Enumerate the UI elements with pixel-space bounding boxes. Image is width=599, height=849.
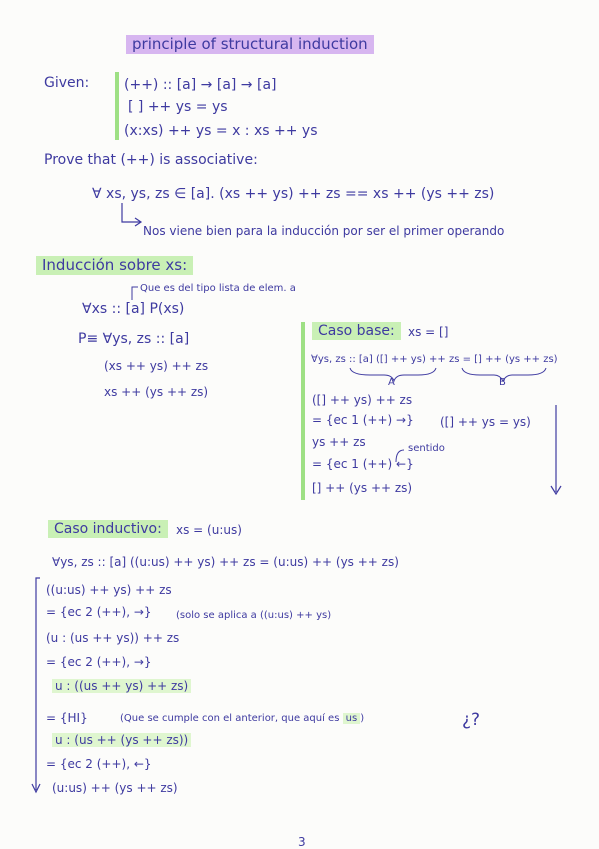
base-heading: Caso base: bbox=[312, 322, 401, 340]
prove-statement: ∀ xs, ys, zs ∈ [a]. (xs ++ ys) ++ zs == xs ++ (ys ++ zs) bbox=[92, 186, 495, 202]
inductive-note-hi-var: us bbox=[343, 713, 361, 724]
prove-text: Prove that (++) is associative: bbox=[44, 152, 258, 168]
inductive-claim: ∀ys, zs :: [a] ((u:us) ++ ys) ++ zs = (u:us) ++ (ys ++ zs) bbox=[52, 555, 399, 569]
inductive-left-bracket bbox=[36, 578, 40, 790]
inductive-note-hi-prefix: (Que se cumple con el anterior, que aquí es bbox=[120, 713, 340, 724]
inductive-step-9: (u:us) ++ (ys ++ zs) bbox=[52, 781, 178, 795]
prove-note: Nos viene bien para la inducción por ser el primer operando bbox=[143, 224, 505, 238]
base-assume: xs = [] bbox=[408, 325, 449, 339]
base-label-b: B bbox=[499, 377, 506, 388]
base-side-note: ([] ++ ys = ys) bbox=[440, 415, 531, 429]
given-line-3: (x:xs) ++ ys = x : xs ++ ys bbox=[124, 123, 318, 139]
inductive-step-3: (u : (us ++ ys)) ++ zs bbox=[46, 631, 180, 645]
inductive-step-5-text: u : ((us ++ ys) ++ zs) bbox=[52, 679, 191, 693]
induction-note-arrow bbox=[132, 287, 138, 300]
base-step-1: ([] ++ ys) ++ zs bbox=[312, 393, 413, 407]
given-line-2: [ ] ++ ys = ys bbox=[128, 99, 228, 115]
base-step-5: [] ++ (ys ++ zs) bbox=[312, 481, 413, 495]
sentido-arrow bbox=[396, 450, 404, 462]
p-right: xs ++ (ys ++ zs) bbox=[104, 385, 209, 399]
base-step-2: = {ec 1 (++) →} bbox=[312, 413, 414, 427]
base-direction-note: sentido bbox=[408, 443, 445, 454]
inductive-step-2: = {ec 2 (++), →} bbox=[46, 605, 152, 619]
inductive-assume: xs = (u:us) bbox=[176, 523, 242, 537]
brace-b bbox=[462, 368, 546, 381]
induction-note: Que es del tipo lista de elem. a bbox=[140, 283, 296, 294]
base-step-3: ys ++ zs bbox=[312, 435, 366, 449]
inductive-step-8: = {ec 2 (++), ←} bbox=[46, 757, 152, 771]
page-number: 3 bbox=[298, 835, 306, 849]
inductive-note-step1: (solo se aplica a ((u:us) ++ ys) bbox=[176, 610, 332, 621]
given-line-1: (++) :: [a] → [a] → [a] bbox=[124, 77, 277, 93]
inductive-step-1: ((u:us) ++ ys) ++ zs bbox=[46, 583, 172, 597]
inductive-step-7-text: u : (us ++ (ys ++ zs)) bbox=[52, 733, 191, 747]
p-left: (xs ++ ys) ++ zs bbox=[104, 359, 209, 373]
page-title: principle of structural induction bbox=[126, 35, 374, 54]
base-step-4: = {ec 1 (++) ←} bbox=[312, 457, 414, 471]
induction-forall: ∀xs :: [a] P(xs) bbox=[82, 301, 185, 317]
given-label: Given: bbox=[44, 75, 90, 91]
base-claim: ∀ys, zs :: [a] ([] ++ ys) ++ zs = [] ++ (ys ++ zs) bbox=[311, 354, 558, 365]
inductive-heading: Caso inductivo: bbox=[48, 520, 168, 538]
question-mark: ¿? bbox=[462, 710, 481, 730]
inductive-note-hi-suffix: ) bbox=[360, 713, 365, 724]
brace-a bbox=[350, 368, 436, 381]
inductive-step-6: = {HI} bbox=[46, 711, 88, 725]
inductive-step-4: = {ec 2 (++), →} bbox=[46, 655, 152, 669]
induction-heading: Inducción sobre xs: bbox=[36, 256, 193, 275]
base-label-a: A bbox=[388, 377, 395, 388]
p-definition: P≡ ∀ys, zs :: [a] bbox=[78, 331, 190, 347]
